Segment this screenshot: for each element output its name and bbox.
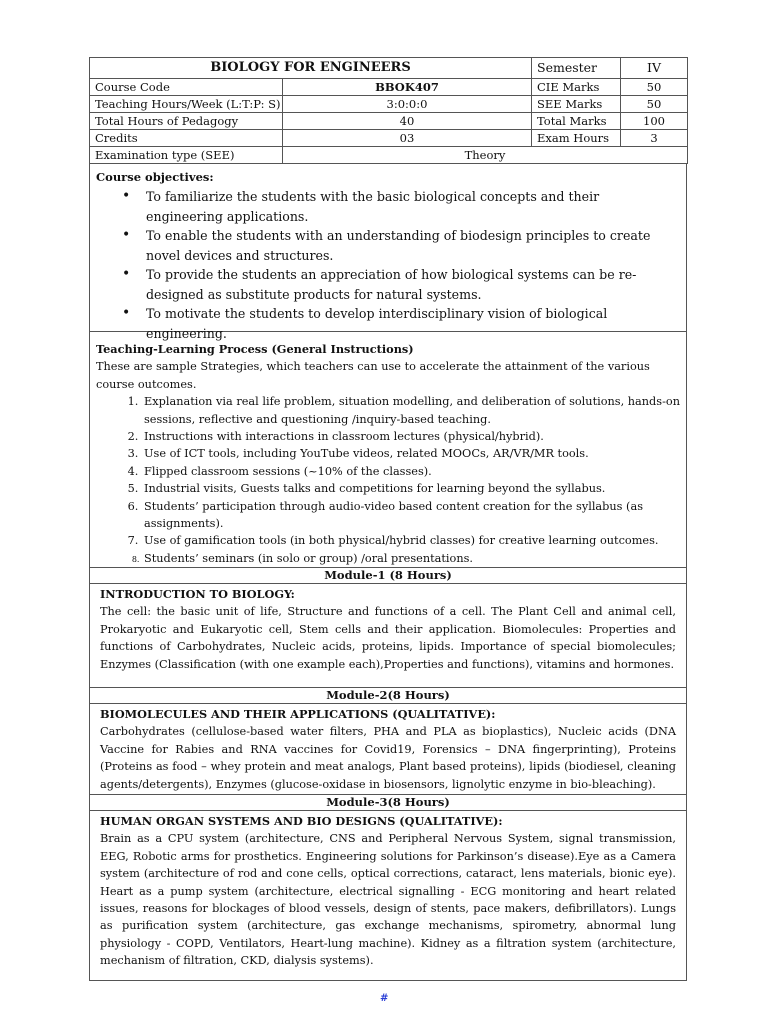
list-item: 8. Students’ seminars (in solo or group) /oral presentations. xyxy=(142,550,680,567)
list-item: 6. Students’ participation through audio-video based content creation for the syllabus (as assignments). xyxy=(142,498,680,533)
module-heading: BIOMOLECULES AND THEIR APPLICATIONS (QUALITATIVE): xyxy=(100,707,496,721)
list-item: 5. Industrial visits, Guests talks and competitions for learning beyond the syllabus. xyxy=(142,480,680,497)
module-body: The cell: the basic unit of life, Structure and functions of a cell. The Plant Cell and animal cell, Prokaryotic and Eukaryotic cell, Stem cells and their application. Biomolecules: Properties and functions of Carbohydrates, Nucleic acids, proteins, lipids. Importance of special biomolecules; Enzymes (Classification (with one example each),Properties and functions), vitamins and hormones. xyxy=(100,605,676,671)
list-item: • To enable the students with an understanding of biodesign principles to create novel devices and structures. xyxy=(146,226,680,265)
row-value2: 50 xyxy=(621,96,688,113)
objectives-list xyxy=(96,187,680,343)
row-value: 40 xyxy=(283,113,532,130)
module-body: Carbohydrates (cellulose-based water filters, PHA and PLA as bioplastics), Nucleic acids (DNA Vaccine for Rabies and RNA vaccines for Covid19, Forensics – DNA fingerprinting), Proteins (Proteins as food – whey protein and meat analogs, Plant based proteins), lipids (biodiesel, cleaning agents/detergents), Enzymes (glucose-oxidase in biosensors, lignolytic enzyme in bio-bleaching). xyxy=(100,725,676,791)
objectives-heading: Course objectives: xyxy=(96,170,214,184)
row-label2: Exam Hours xyxy=(532,130,621,147)
module-3-content xyxy=(89,811,687,981)
row-value: 03 xyxy=(283,130,532,147)
row-label2: CIE Marks xyxy=(532,79,621,96)
list-item: 2. Instructions with interactions in classroom lectures (physical/hybrid). xyxy=(142,428,680,445)
list-item: • To motivate the students to develop interdisciplinary vision of biological engineering. xyxy=(146,304,680,343)
semester-value: IV xyxy=(621,58,688,79)
list-item: 3. Use of ICT tools, including YouTube videos, related MOOCs, AR/VR/MR tools. xyxy=(142,445,680,462)
module-1-content xyxy=(89,584,687,688)
teaching-intro: These are sample Strategies, which teachers can use to accelerate the attainment of the various course outcomes. xyxy=(96,360,650,391)
module-2-title: Module-2(8 Hours) xyxy=(89,688,687,704)
list-item: 7. Use of gamification tools (in both physical/hybrid classes) for creative learning outcomes. xyxy=(142,532,680,549)
list-item: • To provide the students an appreciation of how biological systems can be re-designed as substitute products for natural systems. xyxy=(146,265,680,304)
list-item: 4. Flipped classroom sessions (~10% of the classes). xyxy=(142,463,680,480)
exam-type-value: Theory xyxy=(283,147,688,164)
row-label: Teaching Hours/Week (L:T:P: S) xyxy=(90,96,283,113)
module-heading: HUMAN ORGAN SYSTEMS AND BIO DESIGNS (QUALITATIVE): xyxy=(100,814,503,828)
module-heading: INTRODUCTION TO BIOLOGY: xyxy=(100,587,295,601)
course-code-value: BBOK407 xyxy=(283,79,532,96)
row-value2: 50 xyxy=(621,79,688,96)
list-item: 1. Explanation via real life problem, situation modelling, and deliberation of solutions, hands-on sessions, reflective and questioning /inquiry-based teaching. xyxy=(142,393,680,428)
module-body: Brain as a CPU system (architecture, CNS and Peripheral Nervous System, signal transmission, EEG, Robotic arms for prosthetics. Engineering solutions for Parkinson’s disease).Eye as a Camera system (architecture of rod and cone cells, optical corrections, cataract, lens materials, bionic eye). Heart as a pump system (architecture, electrical signalling - ECG monitoring and heart related issues, reasons for blockages of blood vessels, design of stents, pace makers, defibrillators). Lungs as purification system (architecture, gas exchange mechanisms, spirometry, abnormal lung physiology - COPD, Ventilators, Heart-lung machine). Kidney as a filtration system (architecture, mechanism of filtration, CKD, dialysis systems). xyxy=(100,832,676,968)
module-3-title: Module-3(8 Hours) xyxy=(89,795,687,811)
course-info-table xyxy=(89,57,688,164)
course-objectives-section xyxy=(89,164,687,341)
row-label2: Total Marks xyxy=(532,113,621,130)
row-label2: SEE Marks xyxy=(532,96,621,113)
module-2-content xyxy=(89,704,687,795)
row-label: Total Hours of Pedagogy xyxy=(90,113,283,130)
module-1-title: Module-1 (8 Hours) xyxy=(89,568,687,584)
row-value2: 3 xyxy=(621,130,688,147)
row-value2: 100 xyxy=(621,113,688,130)
syllabus-page xyxy=(89,57,687,981)
row-label: Course Code xyxy=(90,79,283,96)
page-footer-mark: # xyxy=(380,993,389,1004)
course-title: BIOLOGY FOR ENGINEERS xyxy=(90,58,532,79)
teaching-heading: Teaching-Learning Process (General Instructions) xyxy=(96,342,414,356)
row-value: 3:0:0:0 xyxy=(283,96,532,113)
exam-type-label: Examination type (SEE) xyxy=(90,147,283,164)
list-item: • To familiarize the students with the basic biological concepts and their engineering applications. xyxy=(146,187,680,226)
teaching-learning-section xyxy=(89,332,687,568)
row-label: Credits xyxy=(90,130,283,147)
teaching-list xyxy=(96,393,680,567)
semester-label: Semester xyxy=(532,58,621,79)
